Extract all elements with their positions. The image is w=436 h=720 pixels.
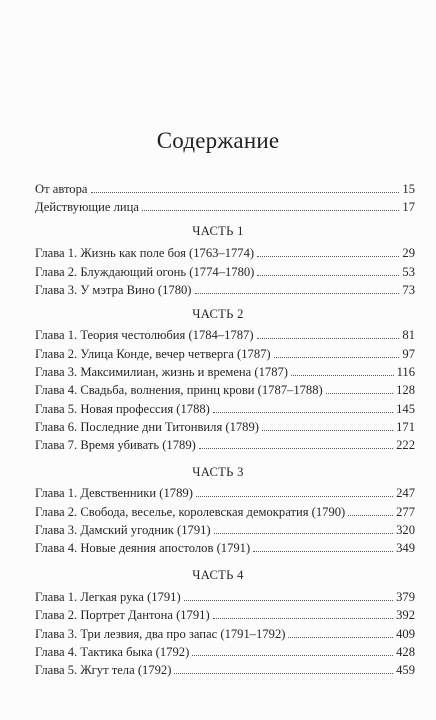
toc-entry-label: Действующие лица [35, 200, 139, 214]
toc-entry-label: Глава 3. У мэтра Вино (1780) [35, 283, 192, 297]
toc-entry-label: Глава 5. Жгут тела (1792) [35, 663, 172, 677]
dot-leader [142, 209, 399, 211]
dot-leader [257, 274, 399, 276]
toc-page-number: 247 [396, 486, 415, 500]
dot-leader [253, 550, 393, 552]
toc-page-number: 17 [402, 200, 415, 214]
toc-page-number: 128 [396, 383, 415, 397]
toc-page-number: 409 [396, 627, 415, 641]
dot-leader [274, 356, 400, 358]
toc-page-number: 81 [402, 328, 415, 342]
toc-entry[interactable] [35, 607, 415, 623]
toc-page-number: 29 [402, 246, 415, 260]
toc-page-number: 392 [396, 608, 415, 622]
dot-leader [184, 599, 393, 601]
toc-entry[interactable] [35, 327, 415, 343]
part-heading: ЧАСТЬ 4 [192, 568, 244, 582]
dot-leader [199, 447, 393, 449]
toc-entry-label: Глава 2. Портрет Дантона (1791) [35, 608, 210, 622]
toc-page-number: 73 [402, 283, 415, 297]
toc-entry[interactable] [35, 437, 415, 453]
toc-entry[interactable] [35, 485, 415, 501]
toc-entry[interactable] [35, 540, 415, 556]
dot-leader [257, 337, 400, 339]
dot-leader [214, 532, 393, 534]
toc-page-number: 171 [396, 420, 415, 434]
dot-leader [348, 514, 393, 516]
toc-entry[interactable] [35, 282, 415, 298]
toc-page-number: 222 [396, 438, 415, 452]
toc-page-number: 320 [396, 523, 415, 537]
dot-leader [192, 654, 393, 656]
toc-entry-label: Глава 3. Дамский угодник (1791) [35, 523, 211, 537]
toc-entry-label: Глава 2. Свобода, веселье, королевская демократия (1790) [35, 505, 346, 519]
dot-leader [196, 495, 393, 497]
toc-entry-label: Глава 7. Время убивать (1789) [35, 438, 196, 452]
toc-entry[interactable] [35, 264, 415, 280]
toc-entry-label: Глава 4. Новые деяния апостолов (1791) [35, 541, 251, 555]
toc-entry-label: Глава 6. Последние дни Титонвиля (1789) [35, 420, 259, 434]
toc-entry[interactable] [35, 346, 415, 362]
toc-entry-label: Глава 3. Три лезвия, два про запас (1791–1792) [35, 627, 286, 641]
toc-entry-label: От автора [35, 182, 88, 196]
toc-entry[interactable] [35, 245, 415, 261]
toc-page-number: 277 [396, 505, 415, 519]
dot-leader [262, 429, 393, 431]
dot-leader [91, 191, 400, 193]
toc-page-number: 379 [396, 590, 415, 604]
toc-entry-label: Глава 3. Максимилиан, жизнь и времена (1787) [35, 365, 288, 379]
toc-entry-label: Глава 2. Улица Конде, вечер четверга (1787) [35, 347, 271, 361]
toc-entry[interactable] [35, 662, 415, 678]
page-title: Содержание [156, 128, 280, 153]
toc-page-number: 145 [396, 402, 415, 416]
toc-entry-label: Глава 1. Девственники (1789) [35, 486, 193, 500]
toc-page-number: 53 [402, 265, 415, 279]
toc-page-number: 15 [402, 182, 415, 196]
toc-entry-label: Глава 1. Жизнь как поле боя (1763–1774) [35, 246, 255, 260]
toc-entry[interactable] [35, 626, 415, 642]
toc-entry-label: Глава 5. Новая профессия (1788) [35, 402, 210, 416]
toc-page-number: 349 [396, 541, 415, 555]
dot-leader [257, 255, 399, 257]
toc-entry-label: Глава 1. Теория честолюбия (1784–1787) [35, 328, 254, 342]
part-heading: ЧАСТЬ 1 [192, 224, 244, 238]
part-heading: ЧАСТЬ 2 [192, 307, 244, 321]
dot-leader [326, 392, 393, 394]
dot-leader [291, 374, 394, 376]
toc-entry[interactable] [35, 522, 415, 538]
dot-leader [288, 636, 393, 638]
toc-entry-from-author[interactable] [35, 181, 415, 197]
toc-entry[interactable] [35, 589, 415, 605]
toc-entry[interactable] [35, 364, 415, 380]
part-heading: ЧАСТЬ 3 [192, 465, 244, 479]
dot-leader [213, 411, 393, 413]
dot-leader [213, 617, 393, 619]
toc-entry-label: Глава 1. Легкая рука (1791) [35, 590, 181, 604]
dot-leader [195, 292, 400, 294]
toc-entry-label: Глава 2. Блуждающий огонь (1774–1780) [35, 265, 255, 279]
toc-page-number: 116 [396, 365, 415, 379]
toc-entry-label: Глава 4. Тактика быка (1792) [35, 645, 190, 659]
toc-page-number: 97 [402, 347, 415, 361]
toc-entry[interactable] [35, 644, 415, 660]
toc-entry-label: Глава 4. Свадьба, волнения, принц крови (1787–1788) [35, 383, 323, 397]
toc-entry[interactable] [35, 504, 415, 520]
toc-page-number: 459 [396, 663, 415, 677]
toc-page-number: 428 [396, 645, 415, 659]
dot-leader [174, 672, 393, 674]
toc-entry-characters[interactable] [35, 199, 415, 215]
toc-entry[interactable] [35, 382, 415, 398]
toc-entry[interactable] [35, 401, 415, 417]
toc-entry[interactable] [35, 419, 415, 435]
